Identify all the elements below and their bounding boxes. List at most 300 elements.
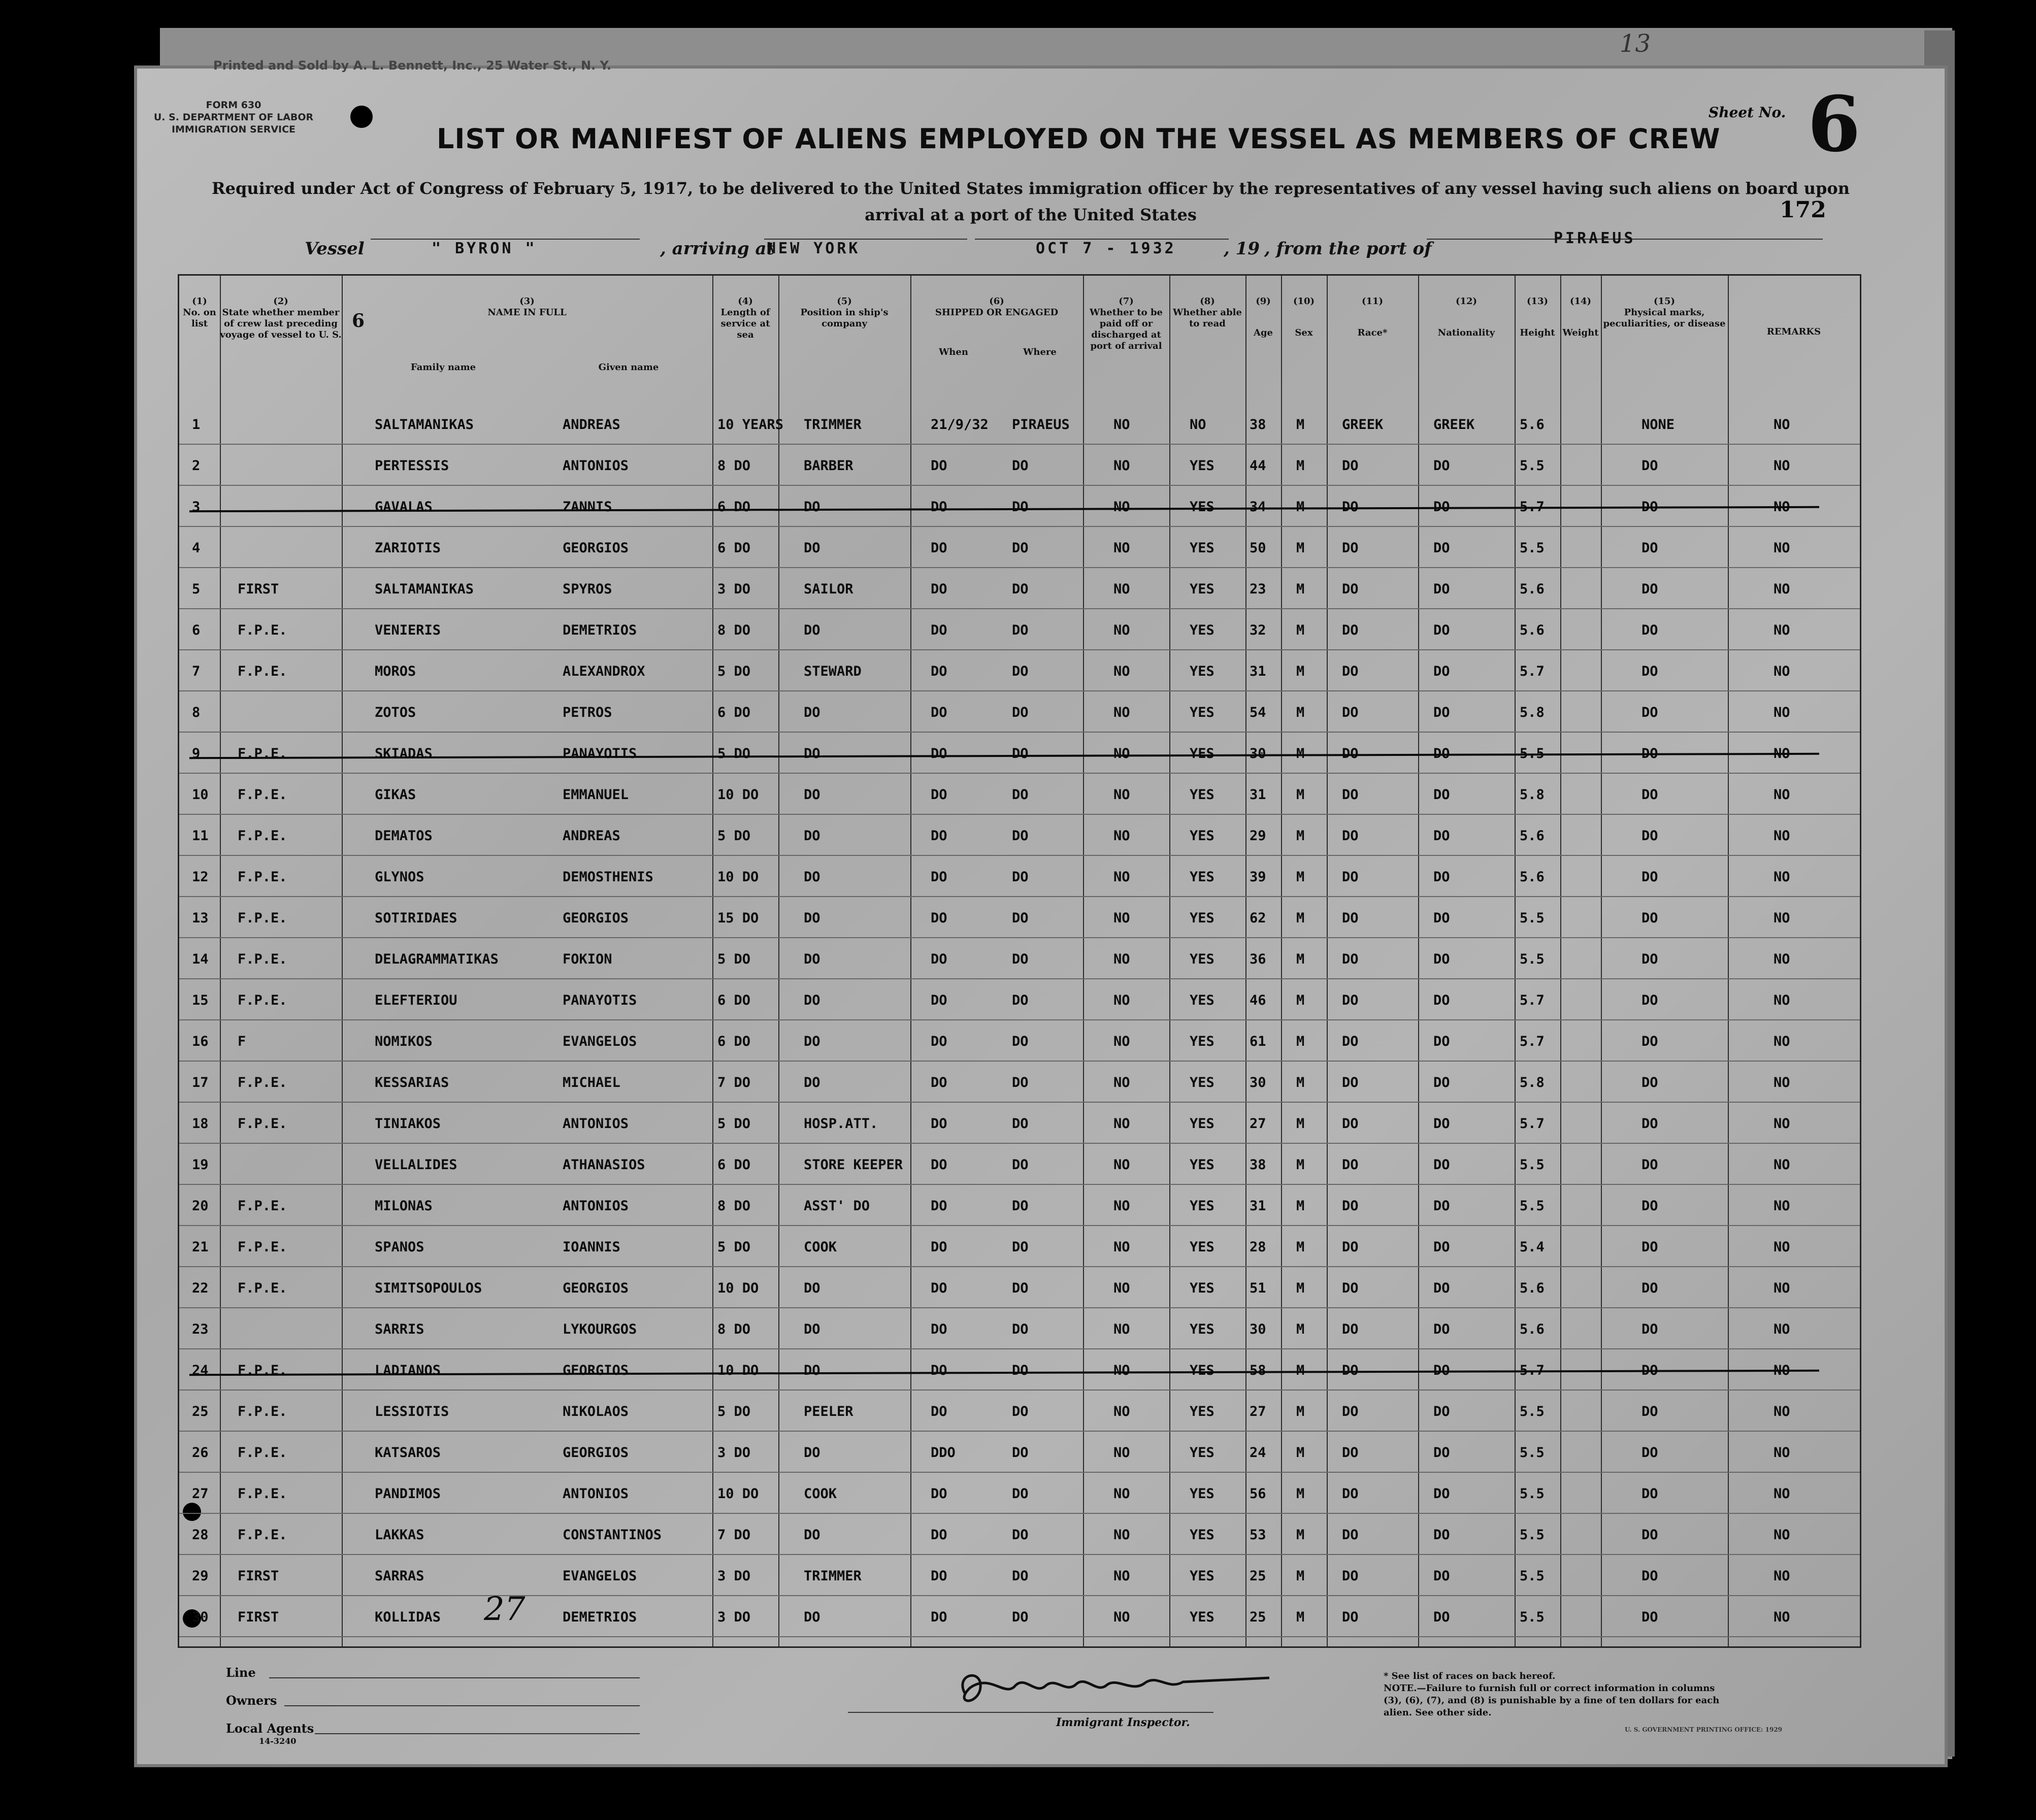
cell-age: 39: [1250, 869, 1266, 885]
cell-row-number: 21: [192, 1239, 209, 1255]
cell-position: COOK: [804, 1239, 837, 1255]
cell-shipped-where: DO: [1012, 869, 1029, 885]
cell-able-to-read: YES: [1190, 828, 1214, 844]
cell-nationality: DO: [1433, 622, 1450, 638]
cell-height: 5.7: [1520, 499, 1545, 515]
cell-paid-off: NO: [1113, 458, 1130, 474]
cell-race: DO: [1342, 705, 1359, 720]
cell-shipped-where: DO: [1012, 581, 1029, 597]
cell-sex: M: [1296, 1363, 1305, 1378]
cell-nationality: DO: [1433, 787, 1450, 803]
cell-paid-off: NO: [1113, 828, 1130, 844]
note-penalty: NOTE.—Failure to furnish full or correct information in columns (3), (6), (7), and (8) is punishable by a fine of ten dollars for each alien. See other side.: [1384, 1683, 1720, 1718]
cell-sex: M: [1296, 869, 1305, 885]
cell-service-length: 7 DO: [717, 1075, 751, 1090]
cell-sex: M: [1296, 828, 1305, 844]
cell-physical-marks: DO: [1641, 499, 1658, 515]
header-given-name: Given name: [598, 362, 659, 373]
cell-family-name: NOMIKOS: [375, 1034, 433, 1049]
cell-service-length: 8 DO: [717, 1321, 751, 1337]
cell-position: DO: [804, 1075, 820, 1090]
cell-sex: M: [1296, 1568, 1305, 1584]
cell-physical-marks: DO: [1641, 622, 1658, 638]
cell-position: HOSP.ATT.: [804, 1116, 878, 1132]
cell-remarks: NO: [1774, 705, 1790, 720]
cell-position: DO: [804, 1445, 820, 1461]
table-row: [179, 654, 1860, 696]
header-physical-marks: (15) Physical marks, peculiarities, or disease: [1603, 296, 1726, 329]
cell-shipped-when: 21/9/32: [931, 417, 989, 433]
cell-shipped-when: DO: [931, 1280, 947, 1296]
cell-row-number: 16: [192, 1034, 209, 1049]
cell-nationality: DO: [1433, 499, 1450, 515]
cell-family-name: SALTAMANIKAS: [375, 581, 474, 597]
cell-row-number: 1: [192, 417, 201, 433]
cell-age: 61: [1250, 1034, 1266, 1049]
cell-sex: M: [1296, 746, 1305, 762]
cell-shipped-where: DO: [1012, 499, 1029, 515]
cell-shipped-when: DO: [931, 1198, 947, 1214]
form-number: FORM 630: [206, 100, 261, 111]
cell-height: 5.8: [1520, 1075, 1545, 1090]
cell-prev-voyage: F.P.E.: [238, 992, 287, 1008]
cell-age: 38: [1250, 417, 1266, 433]
cell-paid-off: NO: [1113, 1034, 1130, 1049]
cell-able-to-read: YES: [1190, 1034, 1214, 1049]
cell-row-number: 6: [192, 622, 201, 638]
cell-position: DO: [804, 1527, 820, 1543]
cell-height: 5.5: [1520, 1609, 1545, 1625]
cell-given-name: PANAYOTIS: [563, 746, 637, 762]
cell-paid-off: NO: [1113, 540, 1130, 556]
cell-paid-off: NO: [1113, 746, 1130, 762]
cell-height: 5.5: [1520, 951, 1545, 967]
cell-race: GREEK: [1342, 417, 1384, 433]
cell-remarks: NO: [1774, 869, 1790, 885]
cell-shipped-when: DO: [931, 1157, 947, 1173]
cell-paid-off: NO: [1113, 910, 1130, 926]
inspector-signature: [944, 1663, 1290, 1711]
cell-nationality: DO: [1433, 540, 1450, 556]
cell-remarks: NO: [1774, 581, 1790, 597]
cell-paid-off: NO: [1113, 1486, 1130, 1502]
cell-sex: M: [1296, 1321, 1305, 1337]
cell-nationality: GREEK: [1433, 417, 1475, 433]
cell-nationality: DO: [1433, 1568, 1450, 1584]
cell-physical-marks: DO: [1641, 1568, 1658, 1584]
header-race: (11) Race*: [1357, 296, 1388, 338]
cell-service-length: 10 YEARS: [717, 417, 784, 433]
cell-sex: M: [1296, 664, 1305, 679]
cell-family-name: DELAGRAMMATIKAS: [375, 951, 499, 967]
punch-hole-icon: [76, 553, 94, 572]
cell-family-name: TINIAKOS: [375, 1116, 441, 1132]
cell-physical-marks: DO: [1641, 1609, 1658, 1625]
cell-able-to-read: YES: [1190, 1239, 1214, 1255]
header-shipped: (6) SHIPPED OR ENGAGED: [935, 296, 1059, 318]
cell-paid-off: NO: [1113, 705, 1130, 720]
cell-nationality: DO: [1433, 458, 1450, 474]
cell-sex: M: [1296, 1157, 1305, 1173]
punch-hole-icon: [76, 1183, 94, 1201]
cell-shipped-when: DO: [931, 581, 947, 597]
cell-height: 5.5: [1520, 1486, 1545, 1502]
cell-paid-off: NO: [1113, 1075, 1130, 1090]
header-when: When: [939, 347, 968, 357]
cell-age: 27: [1250, 1404, 1266, 1419]
cell-family-name: MILONAS: [375, 1198, 433, 1214]
cell-row-number: 27: [192, 1486, 209, 1502]
cell-physical-marks: DO: [1641, 1486, 1658, 1502]
cell-physical-marks: DO: [1641, 1321, 1658, 1337]
cell-height: 5.8: [1520, 705, 1545, 720]
cell-service-length: 6 DO: [717, 705, 751, 720]
cell-nationality: DO: [1433, 910, 1450, 926]
cell-given-name: MICHAEL: [563, 1075, 620, 1090]
cell-shipped-when: DO: [931, 540, 947, 556]
cell-physical-marks: DO: [1641, 1075, 1658, 1090]
cell-race: DO: [1342, 1239, 1359, 1255]
cell-service-length: 6 DO: [717, 1157, 751, 1173]
cell-shipped-where: DO: [1012, 1075, 1029, 1090]
cell-age: 31: [1250, 787, 1266, 803]
cell-paid-off: NO: [1113, 992, 1130, 1008]
cell-family-name: PERTESSIS: [375, 458, 449, 474]
cell-row-number: 30: [192, 1609, 209, 1625]
header-sex: (10) Sex: [1293, 296, 1315, 338]
vessel-name: " BYRON ": [432, 240, 537, 257]
cell-paid-off: NO: [1113, 1404, 1130, 1419]
cell-family-name: VENIERIS: [375, 622, 441, 638]
cell-position: DO: [804, 1034, 820, 1049]
line-label: Line: [226, 1665, 256, 1680]
table-row: [179, 901, 1860, 942]
cell-able-to-read: YES: [1190, 1157, 1214, 1173]
cell-service-length: 3 DO: [717, 1445, 751, 1461]
cell-shipped-when: DO: [931, 828, 947, 844]
cell-able-to-read: YES: [1190, 458, 1214, 474]
cell-shipped-where: PIRAEUS: [1012, 417, 1070, 433]
cell-family-name: SARRAS: [375, 1568, 424, 1584]
table-row: [179, 1189, 1860, 1230]
table-row: [179, 490, 1860, 531]
table-row: [179, 942, 1860, 983]
vessel-label: Vessel: [305, 239, 365, 259]
cell-prev-voyage: F.P.E.: [238, 622, 287, 638]
cell-family-name: MOROS: [375, 664, 416, 679]
table-row: [179, 449, 1860, 490]
cell-given-name: ANTONIOS: [563, 458, 629, 474]
cell-shipped-when: DO: [931, 705, 947, 720]
cell-family-name: SALTAMANIKAS: [375, 417, 474, 433]
cell-remarks: NO: [1774, 1075, 1790, 1090]
table-row: [179, 1230, 1860, 1271]
cell-shipped-where: DO: [1012, 664, 1029, 679]
vessel-line: [305, 229, 1828, 269]
cell-nationality: DO: [1433, 869, 1450, 885]
cell-age: 36: [1250, 951, 1266, 967]
printer-imprint: Printed and Sold by A. L. Bennett, Inc., 25 Water St., N. Y.: [213, 58, 612, 73]
cell-service-length: 5 DO: [717, 828, 751, 844]
cell-position: DO: [804, 992, 820, 1008]
cell-shipped-where: DO: [1012, 1280, 1029, 1296]
cell-paid-off: NO: [1113, 1609, 1130, 1625]
cell-height: 5.7: [1520, 1034, 1545, 1049]
cell-physical-marks: DO: [1641, 992, 1658, 1008]
cell-age: 25: [1250, 1609, 1266, 1625]
cell-height: 5.5: [1520, 458, 1545, 474]
inspector-label: Immigrant Inspector.: [1056, 1716, 1190, 1729]
cell-shipped-where: DO: [1012, 1198, 1029, 1214]
cell-shipped-where: DO: [1012, 1568, 1029, 1584]
cell-row-number: 28: [192, 1527, 209, 1543]
cell-height: 5.5: [1520, 1568, 1545, 1584]
cell-nationality: DO: [1433, 1609, 1450, 1625]
cell-physical-marks: DO: [1641, 1280, 1658, 1296]
cell-able-to-read: YES: [1190, 1116, 1214, 1132]
page-number: 172: [1780, 197, 1826, 223]
cell-shipped-where: DO: [1012, 1404, 1029, 1419]
cell-shipped-where: DO: [1012, 828, 1029, 844]
cell-family-name: ZOTOS: [375, 705, 416, 720]
header-weight: (14) Weight: [1562, 296, 1599, 338]
table-row: [179, 1271, 1860, 1312]
cell-remarks: NO: [1774, 1239, 1790, 1255]
cell-remarks: NO: [1774, 540, 1790, 556]
cell-physical-marks: DO: [1641, 540, 1658, 556]
cell-able-to-read: YES: [1190, 499, 1214, 515]
cell-height: 5.7: [1520, 992, 1545, 1008]
cell-remarks: NO: [1774, 1404, 1790, 1419]
cell-position: SAILOR: [804, 581, 853, 597]
cell-service-length: 6 DO: [717, 540, 751, 556]
cell-paid-off: NO: [1113, 951, 1130, 967]
cell-able-to-read: NO: [1190, 417, 1206, 433]
cell-remarks: NO: [1774, 664, 1790, 679]
cell-height: 5.5: [1520, 1404, 1545, 1419]
cell-sex: M: [1296, 458, 1305, 474]
cell-given-name: PANAYOTIS: [563, 992, 637, 1008]
cell-prev-voyage: F.P.E.: [238, 664, 287, 679]
cell-row-number: 22: [192, 1280, 209, 1296]
cell-remarks: NO: [1774, 1363, 1790, 1378]
cell-prev-voyage: F.P.E.: [238, 1404, 287, 1419]
cell-paid-off: NO: [1113, 787, 1130, 803]
cell-shipped-where: DO: [1012, 1363, 1029, 1378]
cell-paid-off: NO: [1113, 664, 1130, 679]
cell-physical-marks: DO: [1641, 1445, 1658, 1461]
table-row: [179, 1436, 1860, 1477]
cell-remarks: NO: [1774, 1445, 1790, 1461]
cell-service-length: 15 DO: [717, 910, 759, 926]
cell-able-to-read: YES: [1190, 1486, 1214, 1502]
punch-hole-icon: [76, 1345, 94, 1364]
cell-race: DO: [1342, 828, 1359, 844]
cell-service-length: 8 DO: [717, 1198, 751, 1214]
cell-prev-voyage: FIRST: [238, 1568, 279, 1584]
cell-remarks: NO: [1774, 1116, 1790, 1132]
footer-notes: [1384, 1670, 1729, 1719]
cell-remarks: NO: [1774, 458, 1790, 474]
from-port: PIRAEUS: [1554, 229, 1636, 247]
cell-height: 5.5: [1520, 1198, 1545, 1214]
cell-position: DO: [804, 869, 820, 885]
cell-height: 5.5: [1520, 746, 1545, 762]
header-no: (1) No. on list: [183, 296, 216, 329]
cell-nationality: DO: [1433, 1280, 1450, 1296]
cell-position: DO: [804, 1280, 820, 1296]
cell-shipped-where: DO: [1012, 992, 1029, 1008]
cell-row-number: 4: [192, 540, 201, 556]
header-read: (8) Whether able to read: [1173, 296, 1242, 329]
cell-able-to-read: YES: [1190, 581, 1214, 597]
cell-position: DO: [804, 1321, 820, 1337]
cell-position: DO: [804, 746, 820, 762]
cell-service-length: 5 DO: [717, 1404, 751, 1419]
cell-nationality: DO: [1433, 1486, 1450, 1502]
cell-shipped-when: DO: [931, 664, 947, 679]
cell-given-name: DEMETRIOS: [563, 622, 637, 638]
cell-shipped-when: DO: [931, 1321, 947, 1337]
cell-age: 30: [1250, 1075, 1266, 1090]
cell-age: 23: [1250, 581, 1266, 597]
cell-physical-marks: DO: [1641, 951, 1658, 967]
cell-sex: M: [1296, 787, 1305, 803]
cell-prev-voyage: F.P.E.: [238, 1116, 287, 1132]
sheet-number: 6: [1808, 80, 1861, 169]
cell-remarks: NO: [1774, 828, 1790, 844]
cell-prev-voyage: F.P.E.: [238, 1363, 287, 1378]
cell-prev-voyage: F.P.E.: [238, 828, 287, 844]
cell-service-length: 5 DO: [717, 664, 751, 679]
cell-paid-off: NO: [1113, 869, 1130, 885]
cell-position: DO: [804, 622, 820, 638]
cell-age: 30: [1250, 746, 1266, 762]
arriving-port: NEW YORK: [767, 240, 861, 257]
cell-race: DO: [1342, 1198, 1359, 1214]
cell-family-name: PANDIMOS: [375, 1486, 441, 1502]
cell-service-length: 10 DO: [717, 787, 759, 803]
form-code: 14-3240: [259, 1736, 297, 1746]
cell-row-number: 3: [192, 499, 201, 515]
cell-service-length: 5 DO: [717, 951, 751, 967]
cell-nationality: DO: [1433, 581, 1450, 597]
table-row: [179, 1024, 1860, 1066]
cell-prev-voyage: FIRST: [238, 1609, 279, 1625]
cell-position: TRIMMER: [804, 1568, 862, 1584]
owners-label: Owners: [226, 1693, 277, 1708]
cell-able-to-read: YES: [1190, 1527, 1214, 1543]
agents-label: Local Agents: [226, 1721, 314, 1736]
table-row: [179, 1107, 1860, 1148]
header-name-count: 6: [352, 310, 365, 332]
cell-sex: M: [1296, 1280, 1305, 1296]
cell-family-name: SOTIRIDAES: [375, 910, 457, 926]
cell-position: DO: [804, 787, 820, 803]
cell-given-name: ZANNIS: [563, 499, 612, 515]
cell-position: COOK: [804, 1486, 837, 1502]
cell-remarks: NO: [1774, 1321, 1790, 1337]
cell-nationality: DO: [1433, 664, 1450, 679]
pencil-serial: 13: [1620, 29, 1651, 58]
cell-able-to-read: YES: [1190, 951, 1214, 967]
cell-able-to-read: YES: [1190, 869, 1214, 885]
cell-physical-marks: DO: [1641, 1239, 1658, 1255]
table-row: [179, 1559, 1860, 1600]
cell-service-length: 3 DO: [717, 1568, 751, 1584]
cell-remarks: NO: [1774, 1034, 1790, 1049]
cell-race: DO: [1342, 540, 1359, 556]
crew-table: [178, 274, 1861, 1648]
cell-able-to-read: YES: [1190, 540, 1214, 556]
cell-height: 5.6: [1520, 1280, 1545, 1296]
cell-position: DO: [804, 705, 820, 720]
cell-sex: M: [1296, 540, 1305, 556]
cell-shipped-where: DO: [1012, 1445, 1029, 1461]
cell-nationality: DO: [1433, 1239, 1450, 1255]
cell-position: DO: [804, 1609, 820, 1625]
cell-row-number: 19: [192, 1157, 209, 1173]
cell-race: DO: [1342, 869, 1359, 885]
cell-physical-marks: DO: [1641, 664, 1658, 679]
cell-able-to-read: YES: [1190, 622, 1214, 638]
cell-prev-voyage: F.P.E.: [238, 869, 287, 885]
department-name: U. S. DEPARTMENT OF LABOR: [153, 112, 314, 123]
cell-given-name: GEORGIOS: [563, 540, 629, 556]
cell-shipped-where: DO: [1012, 1116, 1029, 1132]
cell-service-length: 3 DO: [717, 1609, 751, 1625]
cell-nationality: DO: [1433, 1116, 1450, 1132]
table-row: [179, 1312, 1860, 1353]
cell-shipped-when: DO: [931, 787, 947, 803]
cell-prev-voyage: F.P.E.: [238, 1527, 287, 1543]
cell-paid-off: NO: [1113, 1157, 1130, 1173]
header-prev-voyage: (2) State whether member of crew last preceding voyage of vessel to U. S.: [220, 296, 342, 340]
cell-shipped-when: DO: [931, 746, 947, 762]
cell-paid-off: NO: [1113, 1527, 1130, 1543]
table-row: [179, 1148, 1860, 1189]
cell-family-name: KOLLIDAS: [375, 1609, 441, 1625]
year-label: , 19: [1224, 239, 1260, 259]
cell-remarks: NO: [1774, 1280, 1790, 1296]
cell-physical-marks: DO: [1641, 458, 1658, 474]
cell-position: DO: [804, 499, 820, 515]
cell-given-name: CONSTANTINOS: [563, 1527, 662, 1543]
header-height: (13) Height: [1520, 296, 1555, 338]
cell-prev-voyage: F: [238, 1034, 246, 1049]
cell-family-name: LADIANOS: [375, 1363, 441, 1378]
arrival-date: OCT 7 - 1932: [1036, 240, 1176, 257]
cell-row-number: 10: [192, 787, 209, 803]
cell-sex: M: [1296, 951, 1305, 967]
cell-paid-off: NO: [1113, 1116, 1130, 1132]
header-where: Where: [1023, 347, 1057, 357]
cell-sex: M: [1296, 1075, 1305, 1090]
punch-hole-icon: [350, 106, 373, 128]
cell-shipped-where: DO: [1012, 622, 1029, 638]
cell-given-name: IOANNIS: [563, 1239, 620, 1255]
cell-able-to-read: YES: [1190, 1445, 1214, 1461]
cell-given-name: GEORGIOS: [563, 1363, 629, 1378]
cell-service-length: 5 DO: [717, 1116, 751, 1132]
cell-position: DO: [804, 910, 820, 926]
cell-service-length: 6 DO: [717, 1034, 751, 1049]
table-row: [179, 1395, 1860, 1436]
cell-able-to-read: YES: [1190, 1321, 1214, 1337]
cell-nationality: DO: [1433, 951, 1450, 967]
cell-row-number: 9: [192, 746, 201, 762]
cell-race: DO: [1342, 1404, 1359, 1419]
